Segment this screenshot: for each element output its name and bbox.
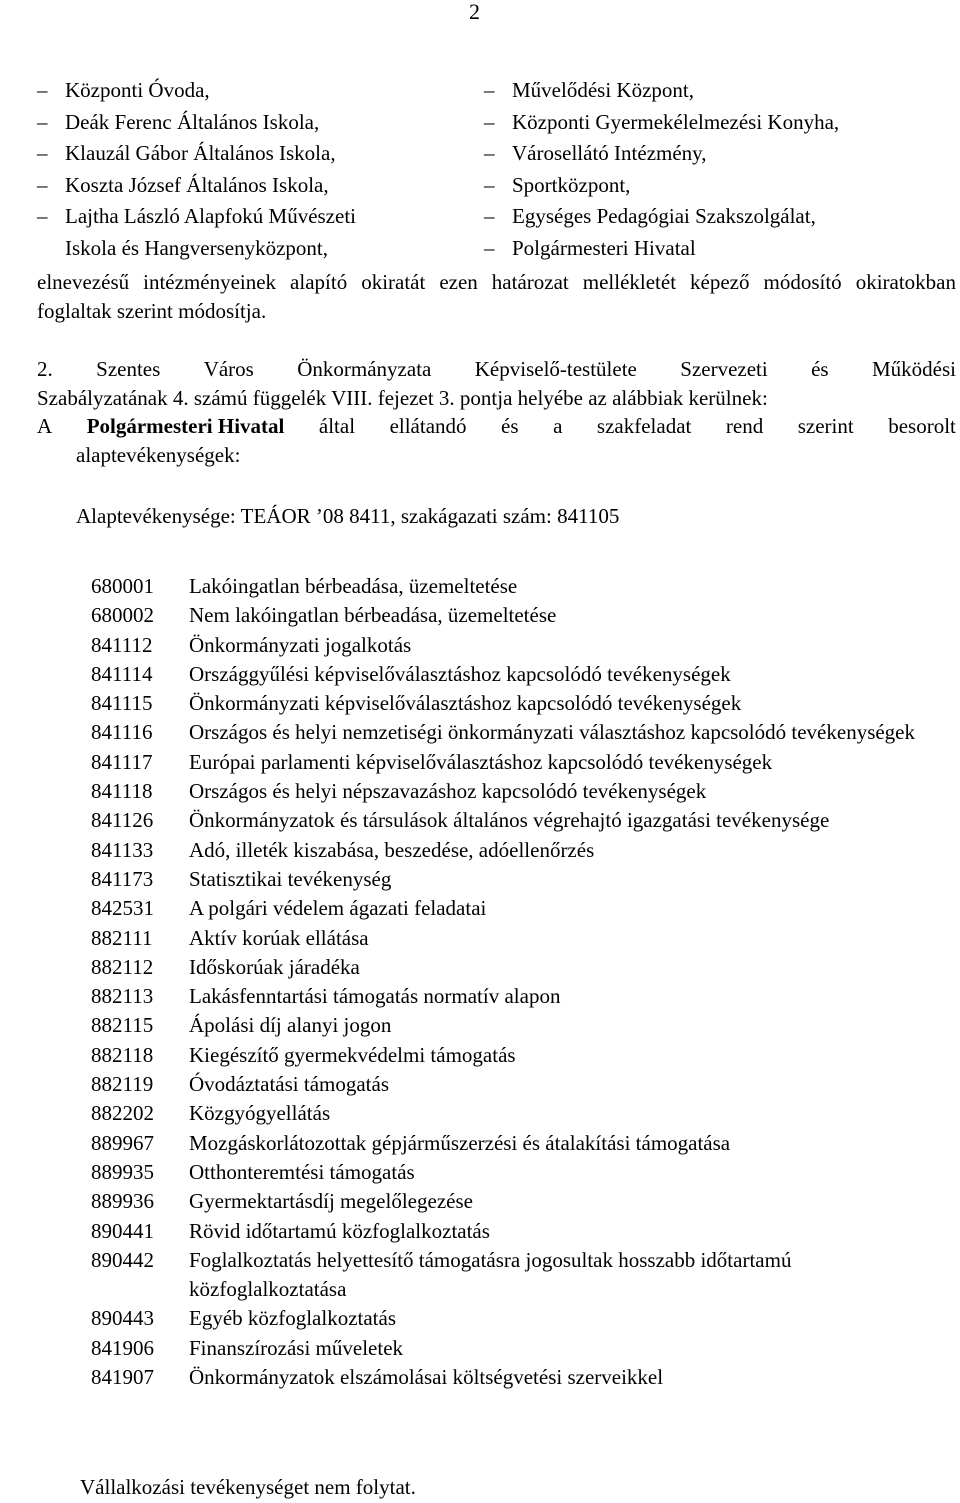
- activity-code: 841126: [91, 808, 154, 833]
- list-item-text: Lajtha László Alapfokú Művészeti: [65, 204, 356, 228]
- table-row: [91, 689, 939, 718]
- table-row: [91, 1011, 939, 1040]
- activity-code: 841907: [91, 1365, 154, 1390]
- table-row: [91, 836, 939, 865]
- word: ellátandó: [389, 414, 467, 438]
- list-item: [484, 233, 944, 265]
- activity-description: Otthonteremtési támogatás: [189, 1159, 415, 1184]
- dash-marker: –: [37, 109, 48, 134]
- table-row: [91, 748, 939, 777]
- dash-marker: –: [484, 78, 495, 102]
- word: Szervezeti: [680, 357, 768, 381]
- activity-code: 889936: [91, 1189, 154, 1214]
- activity-description: Rövid időtartamú közfoglalkoztatás: [189, 1218, 490, 1243]
- dash-marker: –: [37, 141, 48, 165]
- list-item: [484, 107, 944, 139]
- list-item-text: Polgármesteri Hivatal: [512, 235, 696, 260]
- word: rend: [725, 414, 764, 438]
- activity-description: Önkormányzati képviselőválasztáshoz kapcsolódó tevékenységek: [189, 691, 742, 716]
- section-2-line-2: Szabályzatának 4. számú függelék VIII. fejezet 3. pontja helyébe az alábbiak kerülnek:: [37, 386, 768, 410]
- word: szakfeladat: [596, 414, 692, 438]
- list-item: [37, 201, 457, 233]
- activity-description: Ápolási díj alanyi jogon: [189, 1013, 392, 1038]
- activity-code: 882119: [91, 1072, 154, 1097]
- word: Szentes: [96, 357, 161, 381]
- activity-code: 680001: [91, 574, 154, 598]
- activity-code: 889935: [91, 1159, 154, 1184]
- word: A: [37, 414, 53, 438]
- list-item: [37, 138, 457, 170]
- activity-description: Aktív korúak ellátása: [189, 925, 369, 950]
- activity-description: Időskorúak járadéka: [189, 954, 360, 979]
- table-row: [91, 1334, 939, 1363]
- institution-list-left: [37, 75, 457, 264]
- dash-marker: –: [484, 204, 495, 228]
- activity-description: Kiegészítő gyermekvédelmi támogatás: [189, 1042, 516, 1067]
- list-item: [484, 75, 944, 107]
- list-item-text: Művelődési Központ,: [512, 78, 694, 102]
- word: Működési: [872, 357, 956, 381]
- list-item-text: Központi Gyermekélelmezési Konyha,: [512, 109, 840, 134]
- dash-marker: –: [37, 78, 48, 102]
- institution-list-right: [484, 75, 944, 264]
- activity-description: Nem lakóingatlan bérbeadása, üzemeltetése: [189, 603, 557, 628]
- activity-code: 882112: [91, 954, 154, 979]
- activity-code: 890441: [91, 1218, 154, 1243]
- list-item-text: Városellátó Intézmény,: [512, 141, 707, 165]
- section-2-body: [37, 412, 956, 470]
- activity-description: Országgyűlési képviselőválasztáshoz kapcsolódó tevékenységek: [189, 661, 731, 686]
- table-row: [91, 894, 939, 923]
- list-item-text: Deák Ferenc Általános Iskola,: [65, 109, 320, 134]
- section-2-line-4: alaptevékenységek:: [76, 443, 241, 467]
- office-name-bold: Polgármesteri Hivatal: [86, 414, 285, 438]
- activity-code: 680002: [91, 603, 154, 628]
- activity-code: 882113: [91, 984, 154, 1009]
- activity-description: Országos és helyi nemzetiségi önkormányzati választáshoz kapcsolódó tevékenységek: [189, 720, 916, 745]
- list-item-text: Klauzál Gábor Általános Iskola,: [65, 141, 336, 165]
- table-row: [91, 1158, 939, 1187]
- activity-description: Önkormányzatok elszámolásai költségvetési szerveikkel: [189, 1365, 664, 1390]
- list-item: [484, 170, 944, 202]
- activity-code: 841173: [91, 866, 154, 891]
- activity-description: A polgári védelem ágazati feladatai: [189, 896, 487, 921]
- word: Képviselő-testülete: [474, 357, 637, 381]
- activity-code-list: [91, 572, 939, 1392]
- activity-code: 841114: [91, 661, 153, 686]
- table-row: [91, 1217, 939, 1246]
- activity-description: Gyermektartásdíj megelőlegezése: [189, 1189, 473, 1214]
- table-row: [91, 1187, 939, 1216]
- table-row: [91, 631, 939, 660]
- activity-description: Lakásfenntartási támogatás normatív alapon: [189, 984, 561, 1009]
- activity-code: 841133: [91, 837, 154, 862]
- activity-code: 841118: [91, 779, 153, 804]
- activity-code: 841116: [91, 720, 153, 745]
- activity-description: Adó, illeték kiszabása, beszedése, adóellenőrzés: [189, 837, 595, 862]
- list-item-text: Központi Óvoda,: [65, 78, 210, 102]
- activity-code: 882202: [91, 1101, 154, 1126]
- table-row: [91, 777, 939, 806]
- activity-code: 842531: [91, 896, 154, 921]
- word: Önkormányzata: [297, 357, 432, 381]
- section-2-line-3: [37, 412, 956, 441]
- dash-marker: –: [484, 109, 495, 134]
- activity-code: 841906: [91, 1335, 154, 1360]
- footer-note: Vállalkozási tevékenységet nem folytat.: [80, 1475, 416, 1499]
- table-row: [91, 601, 939, 630]
- list-item-continuation: Iskola és Hangversenyközpont,: [65, 235, 329, 260]
- activity-description: Egyéb közfoglalkoztatás: [189, 1306, 397, 1331]
- table-row: [91, 1246, 939, 1305]
- list-item-text: Koszta József Általános Iskola,: [65, 172, 329, 197]
- table-row: [91, 1099, 939, 1128]
- list-item: [484, 201, 944, 233]
- section-2-heading: [37, 355, 956, 413]
- word: a: [553, 414, 563, 438]
- section-2-line-1: [37, 355, 956, 384]
- table-row: [91, 982, 939, 1011]
- table-row: [91, 660, 939, 689]
- activity-code: 882111: [91, 925, 153, 950]
- activity-description: Önkormányzatok és társulások általános végrehajtó igazgatási tevékenysége: [189, 808, 830, 833]
- activity-description: Önkormányzati jogalkotás: [189, 632, 412, 657]
- activity-description: Statisztikai tevékenység: [189, 866, 392, 891]
- table-row: [91, 953, 939, 982]
- word: és: [811, 357, 829, 381]
- activity-description: Foglalkoztatás helyettesítő támogatásra jogosultak hosszabb időtartamú közfoglalkoztatása: [189, 1247, 792, 1302]
- activity-code: 882115: [91, 1013, 154, 1038]
- activity-description: Lakóingatlan bérbeadása, üzemeltetése: [189, 574, 518, 598]
- activity-code: 890442: [91, 1247, 154, 1272]
- table-row: [91, 1363, 939, 1392]
- word: és: [501, 414, 519, 438]
- dash-marker: –: [484, 141, 495, 165]
- activity-code: 841117: [91, 749, 153, 774]
- main-activity-line: Alaptevékenysége: TEÁOR ’08 8411, szakágazati szám: 841105: [76, 504, 620, 528]
- activity-code: 841112: [91, 632, 153, 657]
- list-item: [484, 138, 944, 170]
- table-row: [91, 1129, 939, 1158]
- table-row: [91, 1041, 939, 1070]
- dash-marker: –: [37, 204, 48, 228]
- list-item-text: Sportközpont,: [512, 172, 631, 197]
- resolution-paragraph: elnevezésű intézményeinek alapító okiratát ezen határozat mellékletét képező módosító okiratokban foglaltak szerint módosítja.: [37, 270, 956, 323]
- dash-marker: –: [484, 172, 495, 197]
- table-row: [91, 1070, 939, 1099]
- dash-marker: –: [37, 172, 48, 197]
- table-row: [91, 1304, 939, 1333]
- activity-code: 890443: [91, 1306, 154, 1331]
- list-item: [37, 75, 457, 107]
- word: 2.: [37, 357, 53, 381]
- table-row: [91, 572, 939, 601]
- page-number: 2: [469, 0, 480, 24]
- table-row: [91, 806, 939, 835]
- list-item: [37, 170, 457, 202]
- activity-description: Országos és helyi népszavazáshoz kapcsolódó tevékenységek: [189, 779, 707, 804]
- table-row: [91, 718, 939, 747]
- dash-marker: –: [484, 235, 495, 260]
- word: besorolt: [888, 414, 956, 438]
- activity-description: Mozgáskorlátozottak gépjárműszerzési és átalakítási támogatása: [189, 1130, 731, 1155]
- word: Város: [203, 357, 254, 381]
- list-item: [37, 107, 457, 139]
- activity-description: Finanszírozási műveletek: [189, 1335, 404, 1360]
- table-row: [91, 865, 939, 894]
- activity-code: 882118: [91, 1042, 154, 1067]
- activity-code: 889967: [91, 1130, 154, 1155]
- activity-description: Közgyógyellátás: [189, 1101, 331, 1126]
- list-item-text: Egységes Pedagógiai Szakszolgálat,: [512, 204, 816, 228]
- word: által: [318, 414, 356, 438]
- table-row: [91, 924, 939, 953]
- activity-code: 841115: [91, 691, 153, 716]
- activity-description: Óvodáztatási támogatás: [189, 1072, 390, 1097]
- word: szerint: [797, 414, 854, 438]
- activity-description: Európai parlamenti képviselőválasztáshoz kapcsolódó tevékenységek: [189, 749, 773, 774]
